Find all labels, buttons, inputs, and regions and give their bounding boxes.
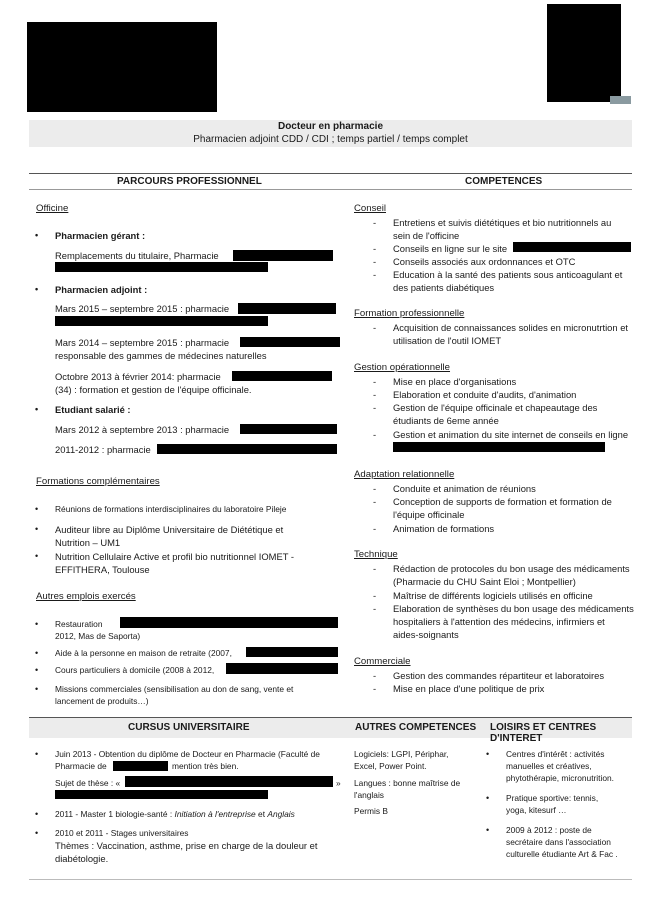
redacted-text <box>232 371 332 381</box>
parcours-heading: PARCOURS PROFESSIONNEL <box>117 176 262 187</box>
i3b-text: secrétaire dans l'association <box>506 837 611 847</box>
emp2-text: • Aide à la personne en maison de retraite (2007, <box>55 647 232 659</box>
a2a-text: - Conception de supports de formation et formation de <box>393 495 612 508</box>
emp1a-text: • Restauration <box>55 618 103 630</box>
c4a-text: - Education à la santé des patients sous anticoagulant et <box>393 268 622 281</box>
page-subtitle: Pharmacien adjoint CDD / CDI ; temps partiel / temps complet <box>193 134 468 145</box>
i1c-text: phytothérapie, micronutrition. <box>506 773 614 783</box>
redacted-text <box>240 337 340 347</box>
i2a-text: • Pratique sportive: tennis, <box>506 792 598 804</box>
f1a-text: - Acquisition de connaissances solides en micronutrtion et <box>393 321 628 334</box>
adj2b-text: responsable des gammes de médecines naturelles <box>55 350 267 361</box>
redacted-name-block <box>27 22 217 112</box>
d2d-text: Anglais <box>267 809 295 819</box>
photo-edge <box>610 96 631 104</box>
t3c-text: aides-soignants <box>393 629 459 640</box>
d2c-text: et <box>255 809 268 819</box>
d2a-text: 2011 - Master 1 biologie-santé : <box>55 809 175 819</box>
adj3b-text: (34) : formation et gestion de l'équipe officinale. <box>55 384 252 395</box>
g1-text: - Mise en place d'organisations <box>393 375 516 388</box>
g4-text: - Gestion et animation du site internet de conseils en ligne <box>393 428 628 441</box>
m2-text: - Mise en place d'une politique de prix <box>393 682 544 695</box>
d2-text <box>55 808 295 820</box>
form3a-text: • Nutrition Cellulaire Active et profil bio nutritionnel IOMET - <box>55 550 294 563</box>
d2b-text: Initiation à l'entreprise <box>174 809 256 819</box>
a3-text: - Animation de formations <box>393 522 494 535</box>
emp3-text: • Cours particuliers à domicile (2008 à 2012, <box>55 664 214 676</box>
redacted-text <box>233 250 333 261</box>
gerant-text: Remplacements du titulaire, Pharmacie <box>55 250 219 261</box>
i1a-text: • Centres d'intérêt : activités <box>506 748 604 760</box>
t3a-text: - Elaboration de synthèses du bon usage des médicaments <box>393 602 634 615</box>
technique-label: Technique <box>354 549 398 560</box>
top-rule <box>29 173 632 174</box>
etu2-text: 2011-2012 : pharmacie <box>55 444 151 455</box>
gestion-label: Gestion opérationnelle <box>354 362 451 373</box>
form2a-text: • Auditeur libre au Diplôme Universitaire de Diététique et <box>55 523 283 536</box>
d1a-text: • Juin 2013 - Obtention du diplôme de Docteur en Pharmacie (Faculté de <box>55 748 320 760</box>
a1-text: - Conduite et animation de réunions <box>393 482 536 495</box>
adj1-text: Mars 2015 – septembre 2015 : pharmacie <box>55 303 230 314</box>
d3a-text: • 2010 et 2011 - Stages universitaires <box>55 827 188 839</box>
redacted-text <box>238 303 336 314</box>
autres-comp-heading: AUTRES COMPETENCES <box>355 722 477 733</box>
redacted-text <box>125 776 333 787</box>
c1a-text: - Entretiens et suivis diététiques et bio nutritionnels au <box>393 216 611 229</box>
i3c-text: culturelle étudiante Art & Fac . <box>506 849 618 859</box>
conseil-label: Conseil <box>354 203 386 214</box>
emp4b-text: lancement de produits…) <box>55 696 149 706</box>
formations-label: Formations complémentaires <box>36 476 160 487</box>
d1e-text: » <box>336 778 341 788</box>
l1a-text: Logiciels: LGPI, Périphar, <box>354 749 449 759</box>
c3-text: - Conseils associés aux ordonnances et OTC <box>393 255 575 268</box>
g3b-text: étudiants de 6eme année <box>393 415 499 426</box>
form3b-text: EFFITHERA, Toulouse <box>55 564 150 575</box>
redacted-text <box>113 761 168 771</box>
commerciale-label: Commerciale <box>354 656 411 667</box>
redacted-text <box>240 424 337 434</box>
form2b-text: Nutrition – UM1 <box>55 537 121 548</box>
redacted-text <box>513 242 631 252</box>
m1-text: - Gestion des commandes répartiteur et laboratoires <box>393 669 604 682</box>
d3b-text: Thèmes : Vaccination, asthme, prise en charge de la douleur et <box>55 840 318 851</box>
redacted-text <box>55 316 268 326</box>
cursus-heading: CURSUS UNIVERSITAIRE <box>128 722 250 733</box>
i2b-text: yoga, kitesurf … <box>506 805 567 815</box>
gerant-title: • Pharmacien gérant : <box>55 229 145 242</box>
redacted-text <box>226 663 338 674</box>
page-title: Docteur en pharmacie <box>277 121 384 132</box>
title-banner <box>29 120 632 147</box>
etudiant-title: • Etudiant salarié : <box>55 403 131 416</box>
loisirs-heading: LOISIRS ET CENTRES D'INTERET <box>490 722 597 744</box>
redacted-text <box>120 617 338 628</box>
c4b-text: des patients diabétiques <box>393 282 495 293</box>
d1c-text: mention très bien. <box>172 761 239 771</box>
a2b-text: l'équipe officinale <box>393 509 465 520</box>
redacted-text <box>55 790 268 799</box>
t3b-text: hospitaliers à l'attention des médecins, infirmiers et <box>393 616 605 627</box>
emp1b-text: 2012, Mas de Saporta) <box>55 631 141 641</box>
header-rule <box>29 189 632 190</box>
autres-emplois-label: Autres emplois exercés <box>36 591 136 602</box>
footer-rule <box>29 879 632 880</box>
redacted-text <box>157 444 337 454</box>
t2-text: - Maîtrise de différents logiciels utilisés en officine <box>393 589 593 602</box>
redacted-text <box>393 442 605 452</box>
g2-text: - Elaboration et conduite d'audits, d'animation <box>393 388 576 401</box>
etu1-text: Mars 2012 à septembre 2013 : pharmacie <box>55 424 230 435</box>
c1b-text: sein de l'officine <box>393 230 460 241</box>
adj3a-text: Octobre 2013 à février 2014: pharmacie <box>55 371 221 382</box>
g3a-text: - Gestion de l'équipe officinale et chapeautage des <box>393 401 597 414</box>
i1b-text: manuelles et créatives, <box>506 761 592 771</box>
c2-text: - Conseils en ligne sur le site <box>393 242 507 255</box>
d1b-text: Pharmacie de <box>55 761 107 771</box>
competences-heading: COMPETENCES <box>465 176 543 187</box>
d3c-text: diabétologie. <box>55 853 109 864</box>
form1-text: • Réunions de formations interdisciplinaires du laboratoire Pileje <box>55 503 286 515</box>
redacted-text <box>55 262 268 272</box>
l3-text: Permis B <box>354 806 388 816</box>
d1d-text: Sujet de thèse : « <box>55 778 121 788</box>
t1b-text: (Pharmacie du CHU Saint Eloi ; Montpellier) <box>393 576 576 587</box>
i3a-text: • 2009 à 2012 : poste de <box>506 824 592 836</box>
l2a-text: Langues : bonne maîtrise de <box>354 778 461 788</box>
adj2a-text: Mars 2014 – septembre 2015 : pharmacie <box>55 337 230 348</box>
t1a-text: - Rédaction de protocoles du bon usage des médicaments <box>393 562 630 575</box>
emp4a-text: • Missions commerciales (sensibilisation au don de sang, vente et <box>55 683 293 695</box>
officine-label: Officine <box>36 203 69 214</box>
l1b-text: Excel, Power Point. <box>354 761 427 771</box>
f1b-text: utilisation de l'outil IOMET <box>393 335 502 346</box>
adaptation-label: Adaptation relationnelle <box>354 469 455 480</box>
l2b-text: l'anglais <box>354 790 384 800</box>
redacted-photo <box>547 4 621 102</box>
redacted-text <box>246 647 338 657</box>
formation-pro-label: Formation professionnelle <box>354 308 465 319</box>
adjoint-title: • Pharmacien adjoint : <box>55 283 147 296</box>
